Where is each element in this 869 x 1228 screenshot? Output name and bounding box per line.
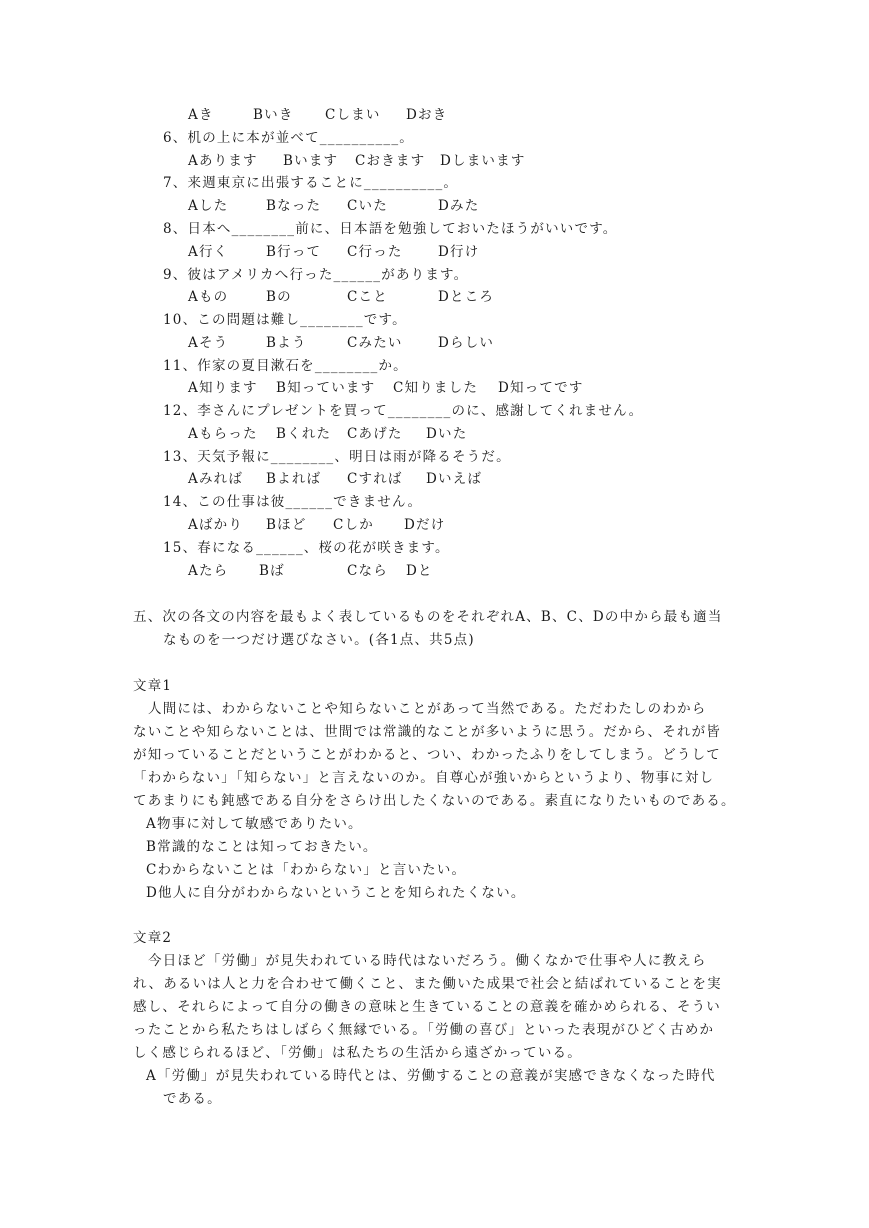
option-b: Bよう (266, 335, 307, 351)
option-a: A行く (188, 244, 229, 260)
passage-2-choice-a-cont: である。 (163, 1091, 222, 1107)
option-b: Bいき (253, 107, 294, 123)
option-c: Cみたい (347, 335, 403, 351)
option-b: Bほど (266, 517, 307, 533)
option-a: Aそう (188, 335, 229, 351)
option-c: C行った (347, 244, 403, 260)
option-c: Cしまい (325, 107, 381, 123)
question-7: 7、来週東京に出張することに__________。 (163, 175, 459, 191)
option-b: Bくれた (276, 426, 332, 442)
passage-1-line: 人間には、わからないことや知らないことがあって当然である。ただわたしのわから (148, 701, 707, 717)
option-b: Bの (266, 289, 292, 305)
option-c: Cあげた (347, 426, 403, 442)
option-d: Dいた (426, 426, 468, 442)
option-a: A知ります (188, 380, 258, 396)
question-9: 9、彼はアメリカへ行った______があります。 (163, 267, 469, 283)
section-5-heading-cont: なものを一つだけ選びなさい。(各1点、共5点) (163, 632, 475, 648)
option-c: Cしか (333, 517, 374, 533)
passage-2-line: しく感じられるほど、「労働」は私たちの生活から遠ざかっている。 (133, 1045, 582, 1061)
option-b: B知っています (276, 380, 376, 396)
question-6: 6、机の上に本が並べて__________。 (163, 130, 414, 146)
option-d: Dと (406, 563, 433, 579)
option-b: Bよれば (266, 471, 322, 487)
option-c: Cいた (347, 198, 388, 214)
passage-1-line: が知っていることだということがわかると、つい、わかったふりをしてしまう。どうして (133, 747, 721, 763)
option-a: Aもらった (188, 426, 258, 442)
option-d: Dところ (438, 289, 495, 305)
question-12: 12、李さんにプレゼントを買って________のに、感謝してくれません。 (163, 403, 644, 419)
option-c: Cすれば (347, 471, 403, 487)
option-b: Bなった (266, 198, 322, 214)
question-10: 10、この問題は難し________です。 (163, 312, 407, 328)
passage-1-choice-d: D他人に自分がわからないということを知られたくない。 (146, 885, 526, 901)
option-a: Aたら (188, 563, 229, 579)
option-a: Aした (188, 198, 229, 214)
passage-2-choice-a: A「労働」が見失われている時代とは、労働することの意義が実感できなくなった時代 (146, 1068, 716, 1084)
option-d: Dしまいます (440, 153, 526, 169)
passage-1-choice-b: B常識的なことは知っておきたい。 (146, 839, 378, 855)
option-d: D知ってです (498, 380, 584, 396)
passage-1-line: 「わからない」「知らない」と言えないのか。自尊心が強いからというより、物事に対し (133, 770, 715, 786)
passage-1-choice-c: Cわからないことは「わからない」と言いたい。 (146, 862, 467, 878)
option-d: Dだけ (404, 517, 446, 533)
option-a: Aばかり (188, 517, 244, 533)
passage-1-choice-a: A物事に対して敏感でありたい。 (146, 816, 363, 832)
question-15: 15、春になる______、桜の花が咲きます。 (163, 540, 450, 556)
option-d: Dみた (438, 198, 480, 214)
passage-1-line: てあまりにも鈍感である自分をさらけ出したくないのである。素直になりたいものである。 (133, 793, 736, 809)
option-c: Cおきます (355, 153, 426, 169)
option-a: Aあります (188, 153, 258, 169)
option-a: Aき (188, 107, 214, 123)
passage-1-title: 文章1 (133, 678, 173, 694)
question-11: 11、作家の夏目漱石を________か。 (163, 358, 408, 374)
option-a: Aもの (188, 289, 229, 305)
option-b: Bいます (283, 153, 339, 169)
passage-2-line: れ、あるいは人と力を合わせて働くこと、また働いた成果で社会と結ばれていることを実 (133, 976, 722, 992)
option-d: Dおき (406, 107, 448, 123)
option-d: Dいえば (426, 471, 483, 487)
passage-2-line: ったことから私たちはしばらく無縁でいる。「労働の喜び」といった表現がひどく古めか (133, 1022, 715, 1038)
option-b: B行って (266, 244, 322, 260)
question-14: 14、この仕事は彼______できません。 (163, 494, 423, 510)
passage-1-line: ないことや知らないことは、世間では常識的なことが多いように思う。だから、それが皆 (133, 724, 721, 740)
passage-2-title: 文章2 (133, 930, 173, 946)
question-8: 8、日本へ________前に、日本語を勉強しておいたほうがいいです。 (163, 221, 618, 237)
passage-2-line: 今日ほど「労働」が見失われている時代はないだろう。働くなかで仕事や人に教えら (148, 953, 707, 969)
option-d: Dらしい (438, 335, 495, 351)
option-d: D行け (438, 244, 480, 260)
passage-2-line: 感し、それらによって自分の働きの意味と生きていることの意義を確かめられる、そうい (133, 999, 721, 1015)
section-5-heading: 五、次の各文の内容を最もよく表しているものをそれぞれA、B、C、Dの中から最も適当 (133, 609, 723, 625)
option-a: Aみれば (188, 471, 244, 487)
option-c: C知りました (393, 380, 479, 396)
question-13: 13、天気予報に________、明日は雨が降るそうだ。 (163, 449, 511, 465)
option-c: Cこと (347, 289, 388, 305)
option-b: Bば (259, 563, 285, 579)
option-c: Cなら (347, 563, 388, 579)
